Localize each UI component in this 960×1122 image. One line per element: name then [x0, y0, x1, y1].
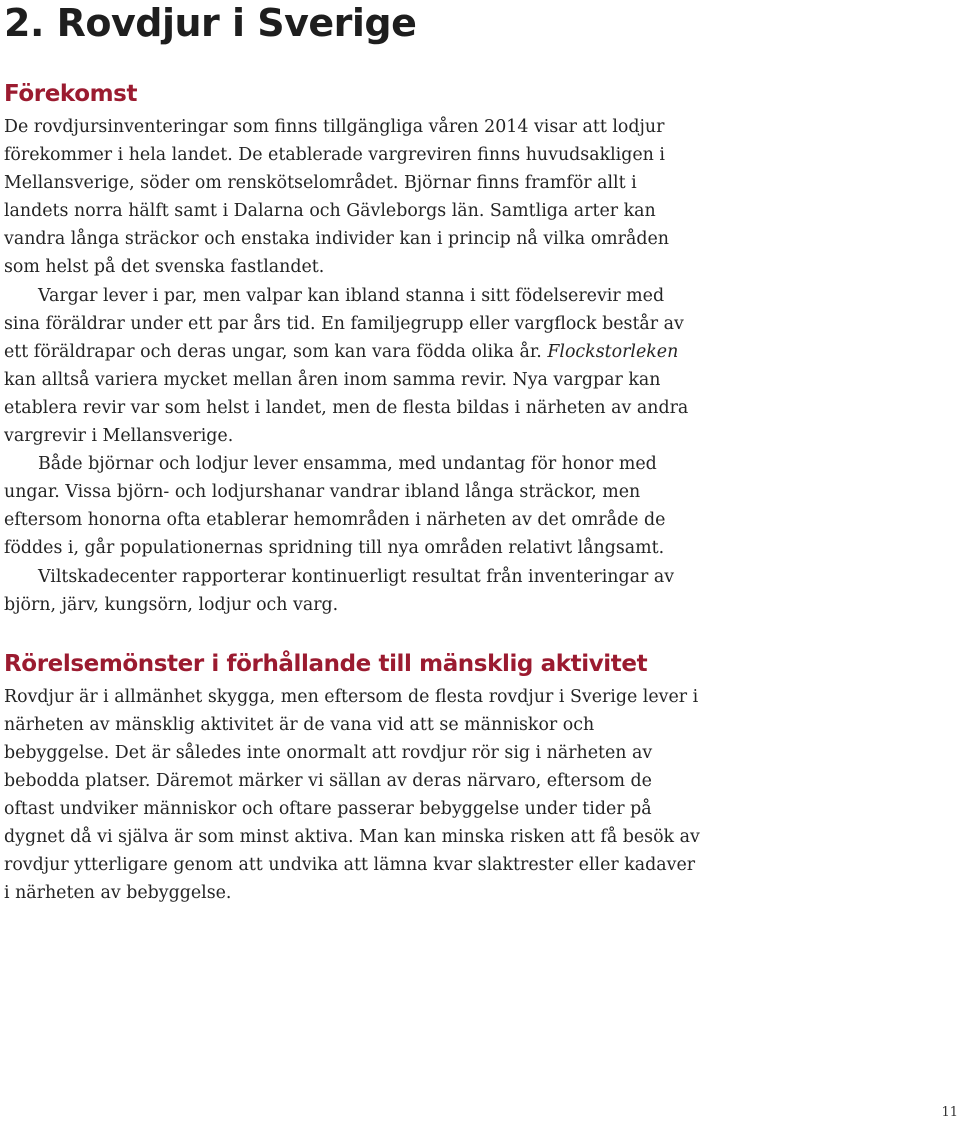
emphasis-term: Flockstorleken: [547, 341, 679, 362]
paragraph-text: kan alltså variera mycket mellan åren inom samma revir. Nya vargpar kan etablera revir var som helst i landet, men de flesta bildas i närheten av andra vargrevir i Mellansverige.: [4, 369, 689, 447]
section-forekomst: [4, 113, 704, 619]
paragraph: Viltskadecenter rapporterar kontinuerligt resultat från inventeringar av björn, järv, kungsörn, lodjur och varg.: [4, 566, 675, 615]
paragraph: [4, 282, 704, 451]
section-heading-forekomst: Förekomst: [4, 81, 138, 107]
document-page: [4, 0, 704, 907]
paragraph: De rovdjursinventeringar som finns tillgängliga våren 2014 visar att lodjur förekommer i hela landet. De etablerade vargreviren finns huvudsakligen i Mellansverige, söder om renskötselområdet. Björnar finns framför allt i landets norra hälft samt i Dalarna och Gävleborgs län. Samtliga arter kan vandra långa sträckor och enstaka individer kan i princip nå vilka områden som helst på det svenska fastlandet.: [4, 117, 669, 278]
paragraph: Rovdjur är i allmänhet skygga, men eftersom de flesta rovdjur i Sverige lever i närheten av mänsklig aktivitet är de vana vid att se människor och bebyggelse. Det är således inte onormalt att rovdjur rör sig i närheten av bebodda platser. Däremot märker vi sällan av deras närvaro, eftersom de oftast undviker människor och oftare passerar bebyggelse under tider på dygnet då vi själva är som minst aktiva. Man kan minska risken att få besök av rovdjur ytterligare genom att undvika att lämna kvar slaktrester eller kadaver i närheten av bebyggelse.: [4, 686, 700, 904]
paragraph-text: Vargar lever i par, men valpar kan ibland stanna i sitt födelserevir med sina föräldrar under ett par års tid. En familjegrupp eller vargflock består av ett föräldrapar och deras ungar, som kan vara födda olika år.: [4, 285, 684, 362]
paragraph: Både björnar och lodjur lever ensamma, med undantag för honor med ungar. Vissa björn- och lodjurshanar vandrar ibland långa sträckor, men eftersom honorna ofta etablerar hemområden i närheten av det område de föddes i, går populationernas spridning till nya områden relativt långsamt.: [4, 454, 666, 559]
page-number: 11: [941, 1105, 958, 1120]
chapter-title: 2. Rovdjur i Sverige: [4, 1, 417, 45]
section-heading-rorelsemonster: Rörelsemönster i förhållande till mänsklig aktivitet: [4, 650, 648, 677]
section-rorelsemonster: [4, 683, 704, 908]
